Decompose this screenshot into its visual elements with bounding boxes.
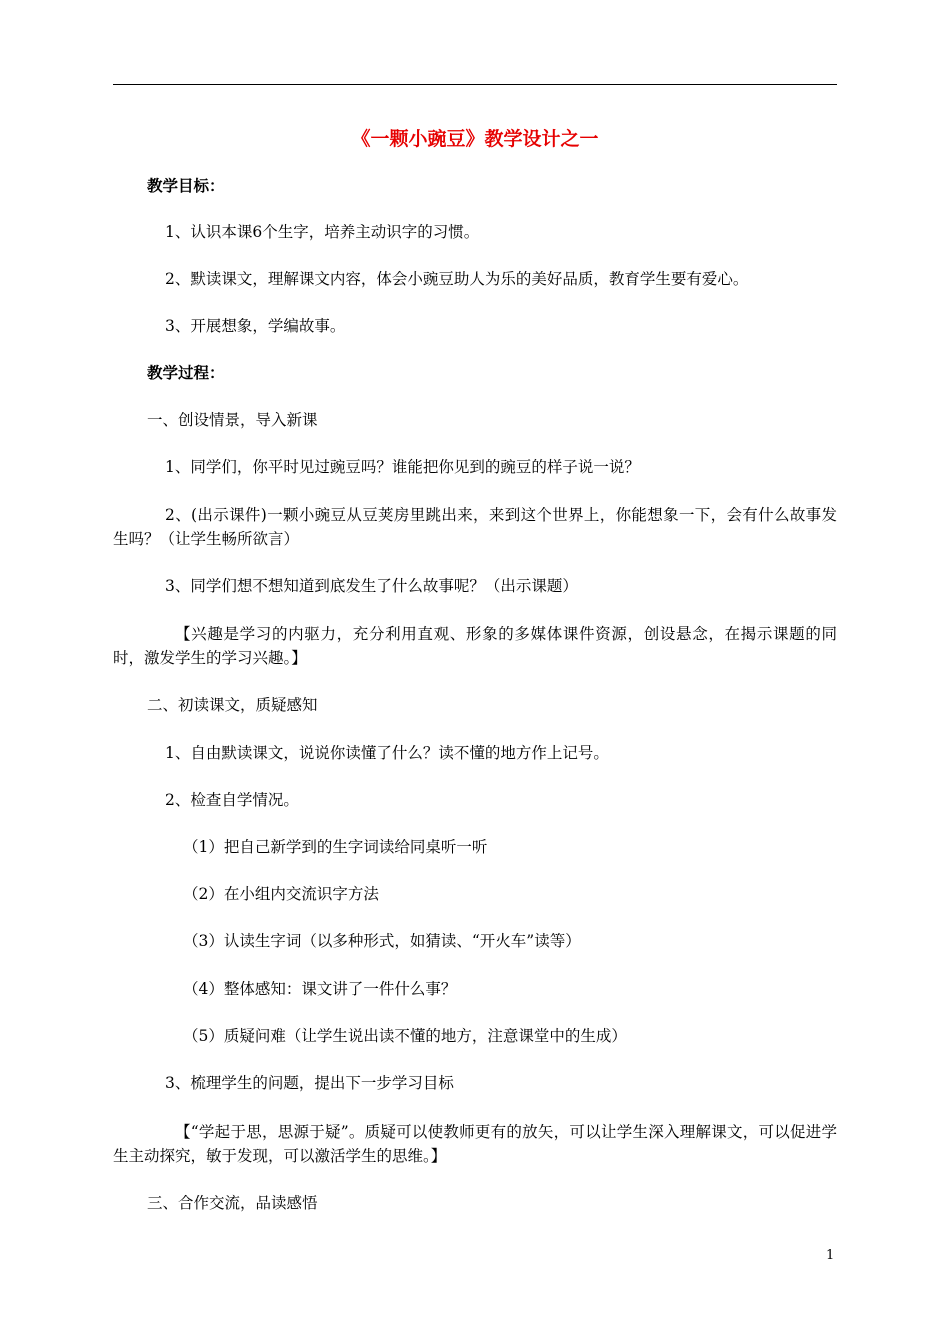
header-rule [113,84,837,85]
section2-subitem-1: （1）把自己新学到的生字词读给同桌听一听 [183,838,488,856]
section2-item-1: 1、自由默读课文，说说你读懂了什么？读不懂的地方作上记号。 [165,744,609,762]
goals-heading: 教学目标： [147,176,225,195]
section2-subitem-2: （2）在小组内交流识字方法 [183,885,379,903]
goal-item-2: 2、默读课文，理解课文内容，体会小豌豆助人为乐的美好品质，教育学生要有爱心。 [165,270,749,288]
document-title: 《一颗小豌豆》教学设计之一 [351,128,599,150]
section2-title: 二、初读课文，质疑感知 [147,696,318,714]
section1-note: 【兴趣是学习的内驱力，充分利用直观、形象的多媒体课件资源，创设悬念，在揭示课题的同时，激发学生的学习兴趣。】 [113,625,837,667]
section2-item-3: 3、梳理学生的问题，提出下一步学习目标 [165,1074,454,1092]
section2-item-2: 2、检查自学情况。 [165,791,299,809]
process-heading: 教学过程： [147,363,225,382]
goal-item-1: 1、认识本课6个生字，培养主动识字的习惯。 [165,223,480,241]
section1-title: 一、创设情景，导入新课 [147,411,318,429]
section2-subitem-4: （4）整体感知：课文讲了一件什么事？ [183,980,457,998]
section3-title: 三、合作交流，品读感悟 [147,1194,318,1212]
section2-subitem-3: （3）认读生字词（以多种形式，如猜读、“开火车”读等） [183,932,581,950]
goal-item-3: 3、开展想象，学编故事。 [165,317,346,335]
section2-note: 【“学起于思，思源于疑”。质疑可以使教师更有的放矢，可以让学生深入理解课文，可以促进学生主动探究，敏于发现，可以激活学生的思维。】 [113,1123,837,1165]
section2-subitem-5: （5）质疑问难（让学生说出读不懂的地方，注意课堂中的生成） [183,1027,627,1045]
page-number: 1 [826,1248,835,1263]
section1-item-1: 1、同学们，你平时见过豌豆吗？谁能把你见到的豌豆的样子说一说？ [165,458,640,476]
section1-item-3: 3、同学们想不想知道到底发生了什么故事呢？（出示课题） [165,577,578,595]
section1-item-2: 2、(出示课件)一颗小豌豆从豆荚房里跳出来，来到这个世界上，你能想象一下，会有什么故事发生吗？（让学生畅所欲言） [113,506,837,548]
